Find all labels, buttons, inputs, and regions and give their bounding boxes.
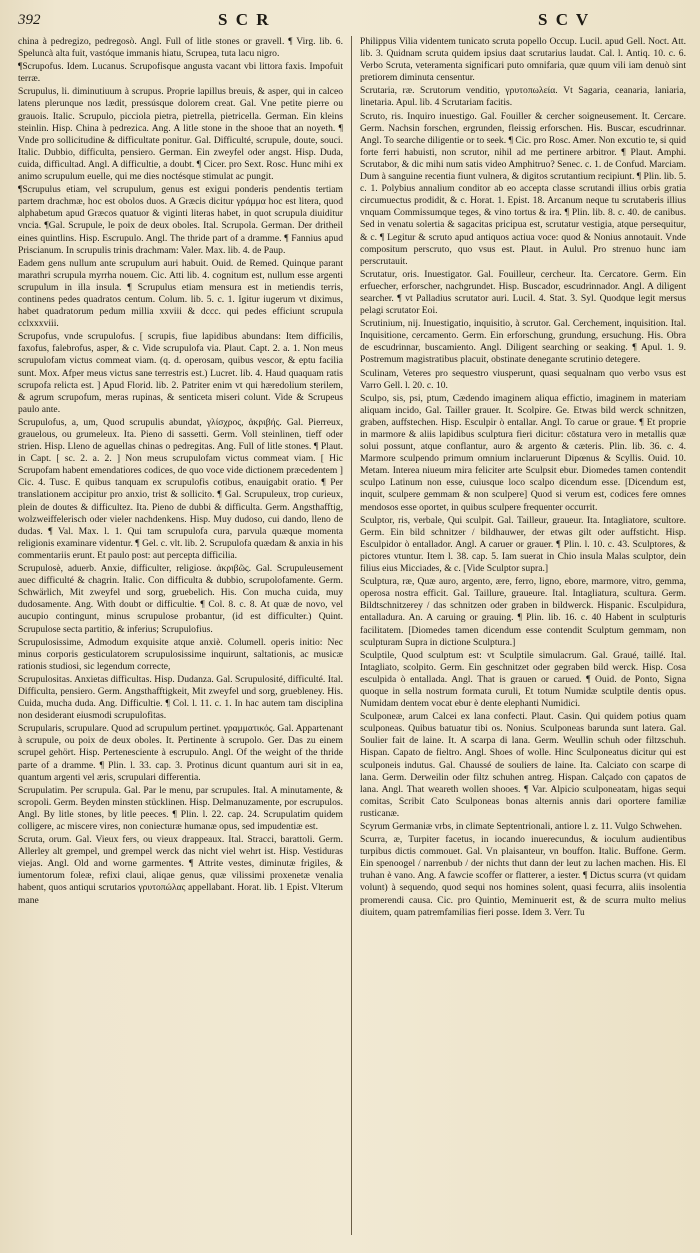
dictionary-entry: Scrutatur, oris. Inuestigator. Gal. Fouilleur, cercheur. Ita. Cercatore. Germ. Ein erfuecher, erforscher, nachgrundet. Hisp. Buscador, escudrinnador. Angl. A diligent searcher. ¶ vt Palladius scrutator auri. Lucil. 4. Stat. 3. Syl. Quodque legit mersus pelagi scrutator Eoi. (360, 268, 686, 317)
dictionary-entry: Sculptor, ris, verbale, Qui sculpit. Gal. Tailleur, graueur. Ita. Intagliatore, scultore. Germ. Ein bild schnitzer / bildhauwer, der etwas gilt oder auffsticht. Hisp. Esculpidor ò entallador. Angl. A caruer or grauer. ¶ Plin. l. 10. c. 43. Sculptores, & pictores vtuntur. Item l. 38. cap. 5. Iam suerat in Chio insula Malas sculptor, dein filius eius Micciades, & c. [Vide Sculptor supra.] (360, 514, 686, 575)
dictionary-entry: Scruta, orum. Gal. Vieux fers, ou vieux drappeaux. Ital. Stracci, barattoli. Germ. Allerley alt grempel, und grempel werck das nicht viel wehrt ist. Hisp. Vestiduras viejas. Angl. Old and worne garmentes. ¶ Attrite vestes, diminutæ frigiles, & iumentorum foleæ, refixi claui, aliqae genus, quæ vilissimi proxenetæ venalia habent, quos antiqui scrutarios γρυτοπώλας appellabant. Horat. lib. 1 Epist. Vlterum mane (18, 834, 343, 906)
dictionary-entry: Scrupulatim. Per scrupula. Gal. Par le menu, par scrupules. Ital. A minutamente, & scropoli. Germ. Beyden minsten stücklinen. Hisp. Delmanuzamente, por escrupulos. Angl. By litle stones, by litle peeces. ¶ Plin. l. 22. cap. 24. Scrupulatim quidem colligere, ac miscere vires, non coniecturæ humanæ opus, sed impudentiæ est. (18, 784, 343, 832)
dictionary-entry: Sculinam, Veteres pro sequestro viusperunt, quasi sequalnam quo verbo vsus est Varro Gell. l. 20. c. 10. (360, 367, 686, 391)
dictionary-entry: Sculptura, ræ, Quæ auro, argento, ære, ferro, ligno, ebore, marmore, vitro, gemma, operosa nostra efficit. Gal. Taillure, graueure. Ital. Intagliatura, scultura. Germ. Bildtschnitzerey / das schnitzen oder graben in bildwerck. Hispanic. Esculpidura, entalladura. An. A caruing or grauing. ¶ Plin. lib. 16. c. 40 Habent in sculpturis facilitatem. [Diomedes tamen dicendum esse contendit Sculptum gemmam, non sculpturam Supra in dictione Sculptura.] (360, 576, 686, 648)
running-header (18, 10, 686, 32)
right-column (352, 36, 686, 1235)
dictionary-entry: Scrupofus, vnde scrupulofus. [ scrupis, fiue lapidibus abundans: Item difficilis, faxofus, falebrofus, asper, & c. Vide scrupulofa via. Plaut. Capt. 2. a. 1. Non meus scrupulofam victus commeat viam. (q. d. operosam, quibus vescor, & eptu facilia sunt. Mox. Afper meus victus sane terrestris est.) Lucret. lib. 4. Haud quaquam ratis scrupofa relicta est. ] Apud Florid. lib. 2. Patriter enim vt qui hæredolium sterilem, & agrum scrupofum, meras rupinas, & senticeta miseri colunt. Vide & Scrupeus paulo ante. (18, 331, 343, 415)
page-number: 392 (18, 12, 41, 28)
dictionary-entry: china à pedregizo, pedregosò. Angl. Full of litle stones or gravell. ¶ Virg. lib. 6. Speluncà alta fuit, vastóque immanis hiatu, Scrupea, tuta lacu nigro. (18, 36, 343, 60)
two-column-body (18, 36, 686, 1235)
dictionary-entry: Scrupulofus, a, um, Quod scrupulis abundat, γλίσχρος, ἀκριβής. Gal. Pierreux, grauelous, ou grumeleux. Ita. Pieno di sassetti. Germ. Voll steinlinen, tieff oder strien. Hisp. Lleno de aguellas chinas o pedregitas. Ang. Full of litle stones. ¶ Plaut. in Capt. [ sc. 2. a. 2. ] Non meus scrupulofam victus commeat viam. [ Hic Scrupofam habent emendatiores codices, de quo voce vide dictionem præcedentem ] Cic. 4. Tusc. E quibus tanquam ex scrupulofis cotibus, enauigabit oratio. ¶ Per translationem accipitur pro anxio, trist & sollicito. ¶ Gal. Scrupuleux, trop curieux, plein de doutes & difficultez. Ita. Pieno de dubbi & difficulta. Germ. Angsthafftig, wolzweiffelerisch oder vieler nachdenkens. Hisp. Muy dudoso, cui dando, lleno de dudas. ¶ Val. Max. l. 1. Qui tam scrupulofa cura, parvula quæque momenta religionis examinare videntur. ¶ Gel. c. vlt. lib. 2. Scrupulofa quædam & anxia in his commentariis erunt. Et paulo post: aut percepta difficilia. (18, 416, 343, 561)
dictionary-entry: Eadem gens nullum ante scrupulum auri habuit. Ouid. de Remed. Quinque parant marathri scrupula myrrha nouem. Cic. Atti lib. 4. cognitum est, nullum esse argenti scrupulum in illa insula. ¶ Scrupulus etiam mensura est in metiendis terris, continens pedes quadratos centum. Colum. lib. 5. c. 1. Igitur iugerum vt diximus, habet quadratorum pedum millia xxviii & dccc. qui pedes efficiunt scrupula cclxxxviii. (18, 257, 343, 330)
dictionary-entry: Scrutinium, nij. Inuestigatio, inquisitio, à scrutor. Gal. Cerchement, inquisition. Ital. Inquisitione, cercamento. Germ. Ein erforschung, grundung, ersuchung. His. Obra de escudrinnar, buscamiento. Angl. Diligent searching or seaking. ¶ Apul. 1. 9. Postremum magistratibus placuit, obstinate denegante scrutinio detegere. (360, 318, 686, 366)
dictionary-entry: Scrupulus, li. diminutiuum à scrupus. Proprie lapillus breuis, & asper, qui in calceo latens plerunque nos lædit, pressúsque dolorem creat. Gal. Vne petite pierre ou grauois. Italic. Scrupulo, picciola pietra, pietrella, pietricella. German. Ein kleins steinlin. Hisp. China à pedrezica. Ang. A litle stone in the shooe that an noyeth. ¶ Vnde pro sollicitudine & difficultate ponitur. Gal. Difficulté, scrupule, doute, souci. Italic. Dubbio, difficulta, pensiero. German. Ein zweyfel oder angst. Hisp. Duda, cuida, difficultad. Angl. A difficultie, a doubt. ¶ Cicer. pro Sext. Rosc. Hunc mihi ex animo scrupulum euelle, qui me dies noctésque stimulat ac pungit. (18, 86, 343, 183)
left-running-head: S C R (218, 10, 271, 29)
dictionary-entry: Sculponeæ, arum Calcei ex lana confecti. Plaut. Casin. Qui quidem potius quam sculponeas. Quibus batuatur tibi os. Nonius. Sculponeas barunda sunt latera. Gal. Soulier fait de laine. It. A scarpa di lana. Germ. Weullin schuh oder filtzschuh. Hispan. Capato de fieltro. Angl. Shoes of wolle. Hinc Sculponeatus dicitur qui est sculponeis indutus. Gal. Chaussé de souliers de laine. Ita. Calciato con scarpe di lana. Germ. Derweilin oder filtz schuhen antreg. Hispan. Calçado con çapatos de lana. Angl. That weareth wollen shooes. ¶ Var. Alpicio sculponeatam, higas sequi comitas, Scribit Cato Sculponeas bonas alternis annis dari oportere familiæ rusticanæ. (360, 711, 686, 819)
dictionary-entry: Philippus Vilia videntem tunicato scruta popello Occup. Lucil. apud Gell. Noct. Att. lib. 3. Quidnam scruta quidem ipsius daat scrutarius laudat. Cal. l. Antiq. 10. c. 6. Verbo Scruta, veteramenta significari puto omnifaria, quæ quum vili iam denuò sint pretiorem diminuta censentur. (360, 36, 686, 84)
dictionary-entry: Scrupularis, scrupulare. Quod ad scrupulum pertinet. γραμματικός. Gal. Appartenant à scrupule, ou poix de deux oboles. It. Pertinente à scrupolo. Ger. Das zu einem scrupel gehört. Hisp. Pertenesciente à escrupulo. Angl. Of the weight of the thride parte of a dramme. ¶ Plin. l. 33. cap. 3. Protinus dicunt quantum auri sit in ea, quantum argenti vel æris, scrupulari differentia. (18, 723, 343, 783)
dictionary-entry: Scrupulosissime, Admodum exquisite atque anxiè. Columell. operis initio: Nec minus corporis gesticulatorem scrupulosissime inquirunt, saltationis, ac musicæ rationis studiosi, sic legendum correcte, (18, 636, 343, 672)
dictionary-entry: Scurra, æ, Turpiter facetus, in iocando inuerecundus, & ioculum audientibus turpibus dictis commouet. Gal. Vn plaisanteur, vn bouffon. Italic. Buffone. Germ. Ein spenoogel / narrenbub / der nichts thut dann der leut zu lachen machen. His. El truhan è vano. Ang. A fawcie scoffer or flatterer, a iester. ¶ Dictus scurra (vt quidam volunt) à sequendo, quod sequi nos homines solent, quasi fecurra, aliis insolentia promerendi causa. Cic. pro Quintio, Meminuerit est, & de scurra multo melius diuitem, quam patremfamilias fieri posse. Idem 3. Verr. Tu (360, 834, 686, 918)
dictionary-entry: Scrupulositas. Anxietas difficultas. Hisp. Dudanza. Gal. Scrupulosité, difficulté. Ital. Difficulta, pensiero. Germ. Angsthafftigkeit, Mit zweyfel und sorg, gruebleney. His. Cuida, mucha duda. Ang. Difficultie. ¶ Col. l. 11. c. 1. In hac autem tam disciplina non desiderant eiusmodi scrupulofitas. (18, 673, 343, 722)
dictionary-entry: ¶Scrupulus etiam, vel scrupulum, genus est exigui ponderis pendentis tertiam partem drachmæ, hoc est obolos duos. A Græcis dicitur γράμμα hoc est litera, quod alphabetum apud Græcos quatuor & viginti literas habet, in quot scrupula diuiditur vncia. ¶Gal. Scrupule, le poix de deux oboles. Ital. Scrupola. German. Der dritheil eines quintlins. Hisp. Escrupulo. Angl. The thride part of a dramme. ¶ Fannius apud Priscianum. In scrupulis trinis drachmam: Valer. Max. lib. 4. de Paup. (18, 184, 343, 256)
dictionary-entry: ¶Scrupofus. Idem. Lucanus. Scrupofisque angusta vacant vbi littora faxis. Impofuit terræ. (18, 61, 343, 85)
left-column (18, 36, 352, 1235)
dictionary-entry: Sculptile, Quod sculptum est: vt Sculptile simulacrum. Gal. Graué, taillé. Ital. Intagliato, scolpito. Germ. Ein geschnitzet oder gegraben bild werck. Hisp. Cosa esculpida ò entallada. Angl. That is grauen or carued. ¶ Ouid. de Ponto, Signa quoque in sella nostrum formata curuli, Et totum Numidæ sculptile dentis opus. Numidam dentem vocat ebur è dente elephanti Numidici. (360, 649, 686, 710)
dictionary-entry: Scrutaria, ræ. Scrutorum venditio, γρυτοπωλεία. Vt Sagaria, ceanaria, laniaria, linetaria. Apul. lib. 4 Scrutariam facitis. (360, 85, 686, 109)
dictionary-entry: Scyrum Germaniæ vrbs, in climate Septentrionali, antiore l. z. 11. Vulgo Schwehen. (360, 821, 683, 832)
dictionary-entry: Sculpo, sis, psi, ptum, Cædendo imaginem aliqua effictio, imaginem in materiam aliquam incido, Gal. Tailler grauer. It. Scolpire. Ge. Etwas bild werck schnitzen, graben, auffstechen. Hisp. Esculpir ò entallar. Angl. To carue or graue. ¶ Et proprie in marmore & aliis lapidibus sculptura fieri dicitur: cōstatura vero in metallis quæ solui possunt, atque conflantur, auro & argento & cæteris. Plin. lib. 36. c. 4. Marmore sculpendo primum omnium inclaruerunt Dipœnus & Scyllis. Ouid. 10. Metam. Interea niueum mira feliciter arte Sculpsit ebur. Diomedes tamen contendit sculpo Latinum non esse, cuiusque loco scalpo dicendum esse. [Dicendum est, inquit, sculpere gemmam & non sculpere] Quod si verum est, codices fere omnes mendosos esse oportet, in quibus sculpere frequenter occurrit. (360, 392, 686, 513)
right-running-head: S C V (538, 10, 591, 29)
dictionary-entry: Scruto, ris. Inquiro inuestigo. Gal. Fouiller & cercher soigneusement. It. Cercare. Germ. Nachsin forschen, ergrunden, fleissig erforschen. His. Buscar, escudrinnar. Angl. To searche diligentie or to seek. ¶ Cic. pro Rosc. Amer. Non excutio te, si quid forte ferri habuisti, non scrutor, nihil ad me pertinere arbitror. ¶ Plaut. Amphi. Scrutabor, & dic mihi num satis video Amphitruo? Senec. c. 1. de Confud. Marciam. Dum à sanguine recentia fiunt vulnera, & digitos scrutantium recipiunt. ¶ Plin. lib. 5. c. 1. Polybius annalium conditor ab eo accepta classe scrutandi illius orbis gratia circumuectus prodidit, & c. Horat. 1. Epist. 18. Arcanum neque tu scrutaberis illius vnquam Commissumque teges, & vino tortus & ira. ¶ Plin. lib. 8. c. 40. de canibus. Sed in venatu solertia & sagacitas pricipua est, scrutatur vestigia, atque persequitur, & c. ¶ Legitur & scruto apud antiquos actiua voce: quod & Nonius annotauit. Vnde compositum perscruto, quo vsus est. Plaut. in Aulul. Pro strenuo hunc iam perscrutauit. (360, 110, 686, 267)
dictionary-entry: Scrupulosè, aduerb. Anxie, difficulter, religiose. ἀκριβῶς. Gal. Scrupuleusement auec difficulté & chagrin. Italic. Con difficulta & dubbio, scrupolofamente. Germ. Schwärlich, Mit zweyfel und sorg, gruebelich. His. Con mucha cuida, muy dudosamente. Ang. With doubt or difficultie. ¶ Col. 8. c. 8. At quæ de novo, vel aucupio contingunt, minus scrupulose probantur, (id est difficulter.) Quint. Scrupulose secta partitio, & inferius; Scrupulofius. (18, 563, 343, 635)
